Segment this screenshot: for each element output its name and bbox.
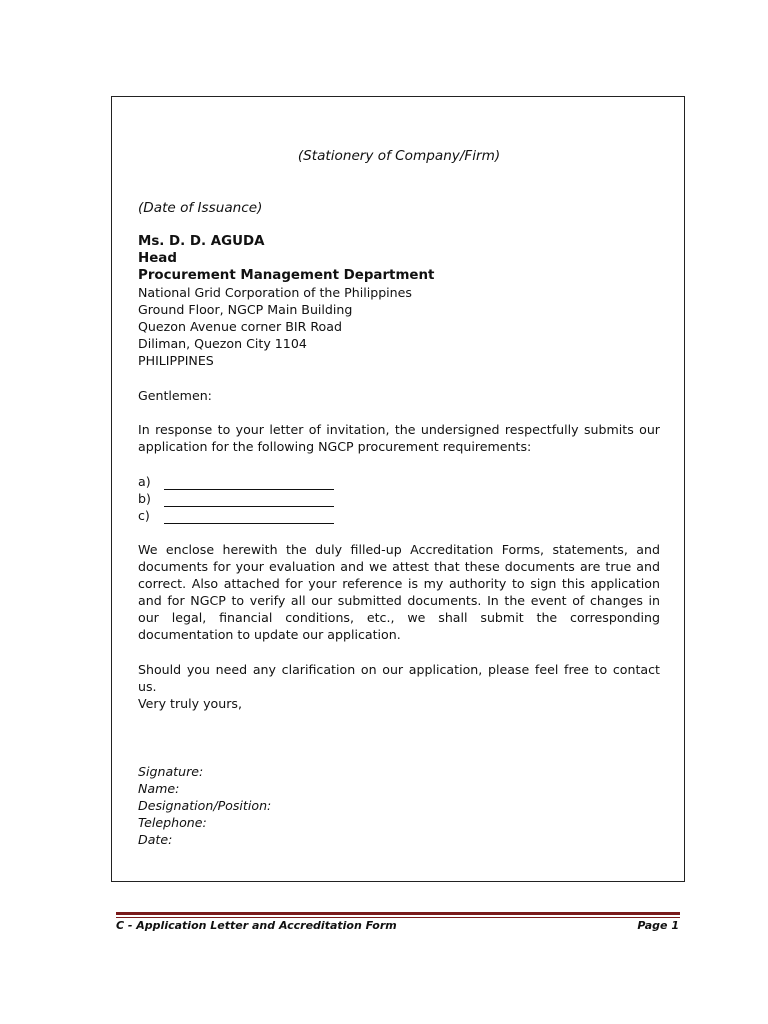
addressee-block bbox=[138, 233, 660, 369]
list-item bbox=[138, 507, 334, 524]
address-line: Quezon Avenue corner BIR Road bbox=[138, 319, 342, 334]
item-label: c) bbox=[138, 508, 150, 523]
greeting: Gentlemen: bbox=[138, 388, 212, 403]
address-line: National Grid Corporation of the Philippines bbox=[138, 285, 412, 300]
telephone-field: Telephone: bbox=[138, 815, 207, 830]
list-item bbox=[138, 490, 334, 507]
name-field: Name: bbox=[138, 781, 180, 796]
footer-page-number: Page 1 bbox=[637, 919, 679, 932]
requirement-list bbox=[138, 473, 334, 524]
date-of-issuance: (Date of Issuance) bbox=[138, 200, 263, 216]
addressee-title: Head bbox=[138, 251, 177, 266]
list-item bbox=[138, 473, 334, 490]
addressee-department: Procurement Management Department bbox=[138, 268, 435, 283]
item-label: b) bbox=[138, 491, 151, 506]
address-line: Ground Floor, NGCP Main Building bbox=[138, 302, 353, 317]
footer-rule bbox=[116, 912, 680, 915]
clarification-paragraph: Should you need any clarification on our application, please feel free to contact us. bbox=[138, 662, 660, 694]
closing: Very truly yours, bbox=[138, 696, 242, 711]
addressee-name: Ms. D. D. AGUDA bbox=[138, 234, 265, 249]
address-line: Diliman, Quezon City 1104 bbox=[138, 336, 307, 351]
signature-block bbox=[138, 763, 271, 848]
letter-frame bbox=[111, 96, 685, 882]
item-blank-line bbox=[164, 493, 334, 507]
date-field: Date: bbox=[138, 832, 173, 847]
footer-document-title: C - Application Letter and Accreditation Form bbox=[116, 919, 397, 932]
enclose-paragraph: We enclose herewith the duly filled-up Accreditation Forms, statements, and documents for your evaluation and we attest that these documents are true and correct. Also attached for your reference is my authority to sign this application and for NGCP to verify all our submitted documents. In the event of changes in our legal, financial conditions, etc., we shall submit the corresponding documentation to update our application. bbox=[138, 542, 660, 642]
item-blank-line bbox=[164, 476, 334, 490]
item-blank-line bbox=[164, 510, 334, 524]
intro-paragraph: In response to your letter of invitation, the undersigned respectfully submits our application for the following NGCP procurement requirements: bbox=[138, 422, 660, 454]
signature-field: Signature: bbox=[138, 764, 204, 779]
designation-field: Designation/Position: bbox=[138, 798, 272, 813]
stationery-placeholder: (Stationery of Company/Firm) bbox=[297, 148, 501, 164]
item-label: a) bbox=[138, 474, 151, 489]
address-line: PHILIPPINES bbox=[138, 353, 214, 368]
